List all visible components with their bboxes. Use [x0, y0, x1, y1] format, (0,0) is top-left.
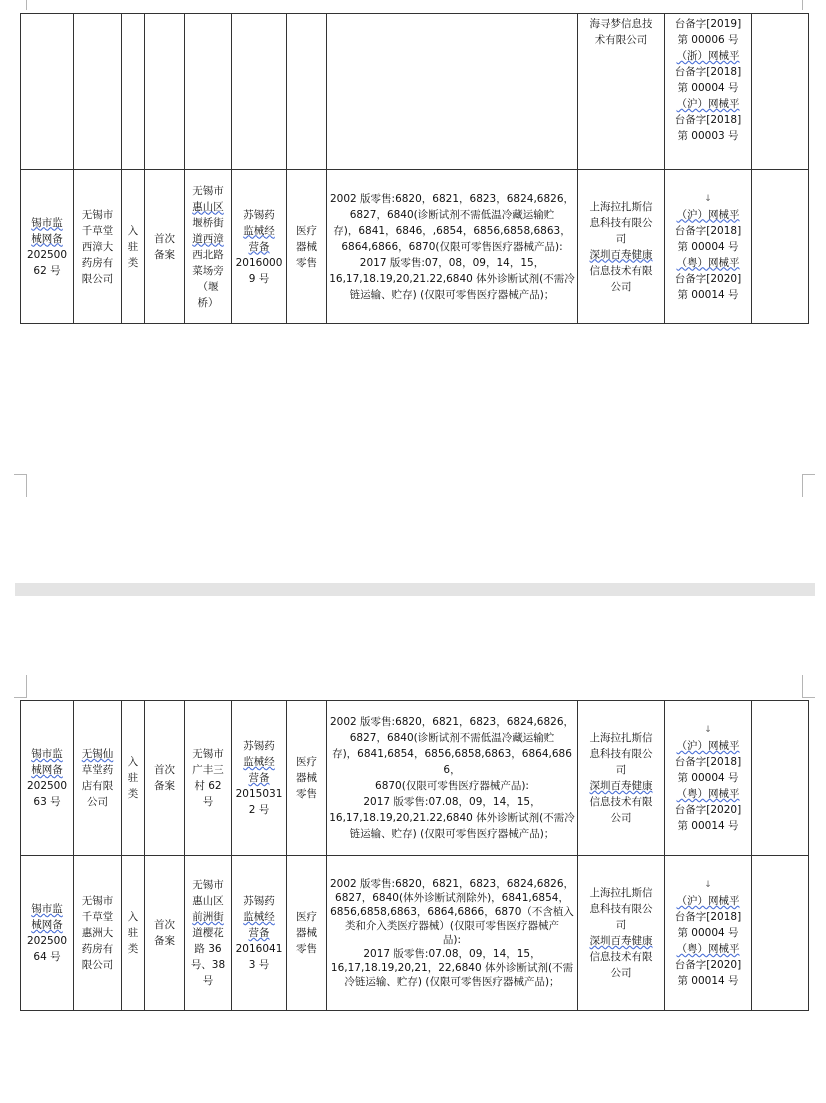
filing-table-page1 [20, 13, 809, 324]
paragraph-mark-icon: ↓ [704, 193, 712, 204]
business-cell: 医疗 器械 零售 [287, 170, 327, 324]
table-row [21, 170, 809, 324]
company-cell: 无锡市 千草堂 西漳大 药房有 限公司 [74, 170, 122, 324]
paragraph-mark-icon: ↓ [704, 880, 712, 890]
crop-mark [26, 0, 27, 10]
license-cell: 苏锡药 监械经 营备 2016000 9 号 [232, 170, 287, 324]
note-cell [752, 170, 809, 324]
scope-cell: 2002 版零售:6820，6821，6823，6824,6826， 6827，6840(诊断试剂不需低温冷藏运输贮 存)，6841,6854，6856,6858,6863，6864,6866， 6870(仅限可零售医疗器械产品): 2017 版零售:07.08，09，14，15， 16,17,18.19,20,21.22,6840 体外诊断试剂(不需冷 链运输、贮存) (仅限可零售医疗器械产品)； [327, 701, 578, 856]
scope-cell: 2002 版零售:6820，6821，6823，6824,6826， 6827，6840(体外诊断试剂除外)，6841,6854， 6856,6858,6863，6864,6866，6870（不含植入 类和介入类医疗器械）(仅限可零售医疗器械产 品): 2017 版零售:07.08，09，14，15， 16,17,18.19,20,21，22,6840 体外诊断试剂(不需 冷链运输、贮存) (仅限可零售医疗器械产品)； [327, 856, 578, 1011]
table-row [21, 701, 809, 856]
paragraph-mark-icon: ↓ [704, 725, 712, 735]
record-number-cell: 锡市监 械网备 202500 63 号 [21, 701, 74, 856]
category-cell: 入 驻 类 [122, 701, 145, 856]
license-cell: 苏锡药 监械经 营备 2016041 3 号 [232, 856, 287, 1011]
address-cell: 无锡市 惠山区 堰桥街 道西漳 西北路 菜场旁 （堰 桥） [185, 170, 232, 324]
record-number-cell: 锡市监 械网备 202500 64 号 [21, 856, 74, 1011]
platform-filing-cell: ↓ （沪）网械平 台备字[2018] 第 00004 号 （粤）网械平 台备字[2020] 第 00014 号 [665, 170, 752, 324]
company-cell: 无锡仙 草堂药 店有限 公司 [74, 701, 122, 856]
address-cell: 无锡市 广丰三 村 62 号 [185, 701, 232, 856]
crop-mark [14, 474, 27, 497]
business-cell: 医疗 器械 零售 [287, 701, 327, 856]
address-cell [185, 14, 232, 170]
page-gap [15, 583, 815, 596]
crop-mark [802, 675, 815, 698]
platform-cell: 海寻梦信息技 术有限公司 [578, 14, 665, 170]
note-cell [752, 856, 809, 1011]
company-cell: 无锡市 千草堂 惠洲大 药房有 限公司 [74, 856, 122, 1011]
category-cell: 入 驻 类 [122, 170, 145, 324]
platform-filing-cell: 台备字[2019] 第 00006 号 （浙）网械平 台备字[2018] 第 00004 号 （沪）网械平 台备字[2018] 第 00003 号 [665, 14, 752, 170]
record-type-cell [145, 14, 185, 170]
company-cell [74, 14, 122, 170]
license-cell [232, 14, 287, 170]
address-cell: 无锡市 惠山区 前洲街 道樱花 路 36 号、38 号 [185, 856, 232, 1011]
category-cell: 入 驻 类 [122, 856, 145, 1011]
platform-cell: 上海拉扎斯信 息科技有限公 司 深圳百寿健康 信息技术有限 公司 [578, 856, 665, 1011]
platform-cell: 上海拉扎斯信 息科技有限公 司 深圳百寿健康 信息技术有限 公司 [578, 170, 665, 324]
record-type-cell: 首次 备案 [145, 170, 185, 324]
crop-mark [802, 0, 803, 10]
scope-cell [327, 14, 578, 170]
table-row [21, 856, 809, 1011]
record-type-cell: 首次 备案 [145, 701, 185, 856]
crop-mark [802, 474, 815, 497]
platform-filing-cell: ↓ （沪）网械平 台备字[2018] 第 00004 号 （粤）网械平 台备字[2020] 第 00014 号 [665, 856, 752, 1011]
business-cell: 医疗 器械 零售 [287, 856, 327, 1011]
license-cell: 苏锡药 监械经 营备 2015031 2 号 [232, 701, 287, 856]
note-cell [752, 14, 809, 170]
platform-filing-cell: ↓ （沪）网械平 台备字[2018] 第 00004 号 （粤）网械平 台备字[2020] 第 00014 号 [665, 701, 752, 856]
crop-mark [14, 675, 27, 698]
record-type-cell: 首次 备案 [145, 856, 185, 1011]
record-number-cell: 锡市监 械网备 202500 62 号 [21, 170, 74, 324]
category-cell [122, 14, 145, 170]
scope-cell: 2002 版零售:6820，6821，6823，6824,6826， 6827，6840(诊断试剂不需低温冷藏运输贮 存)，6841，6846，,6854，6856,6858,6863， 6864,6866，6870(仅限可零售医疗器械产品): 2017 版零售:07，08，09，14，15， 16,17,18.19,20,21.22,6840 体外诊断试剂(不需冷 链运输、贮存) (仅限可零售医疗器械产品)； [327, 170, 578, 324]
filing-table-page2 [20, 700, 809, 1011]
business-cell [287, 14, 327, 170]
note-cell [752, 701, 809, 856]
platform-cell: 上海拉扎斯信 息科技有限公 司 深圳百寿健康 信息技术有限 公司 [578, 701, 665, 856]
table-row [21, 14, 809, 170]
record-number-cell [21, 14, 74, 170]
